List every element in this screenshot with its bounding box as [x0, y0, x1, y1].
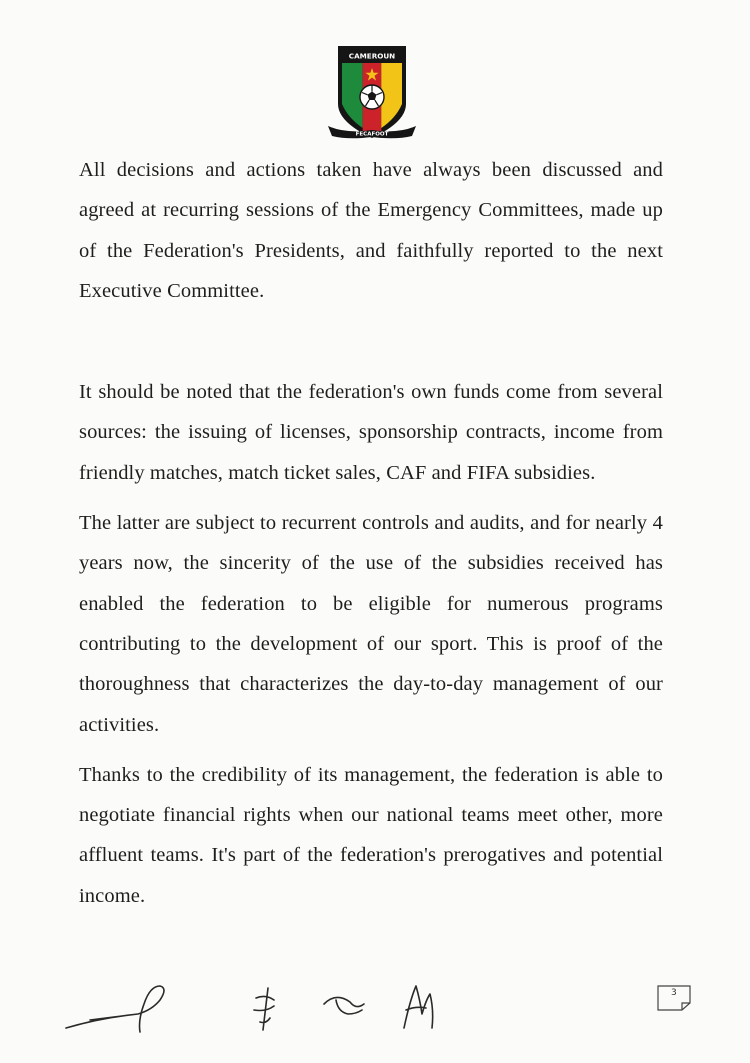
logo-ribbon-text: FECAFOOT [355, 131, 389, 138]
page-number: 3 [671, 988, 677, 998]
signature-3-icon [324, 997, 364, 1014]
signature-initials [60, 970, 480, 1040]
fecafoot-logo [326, 42, 418, 142]
paragraph-2: It should be noted that the federation's own funds come from several sources: the issuing of licenses, sponsorship contracts, income from friendly matches, match ticket sales, CAF and FIFA subsidies. [79, 381, 663, 484]
letter-body [79, 150, 663, 916]
signature-1-icon [66, 986, 164, 1032]
paragraph-3: The latter are subject to recurrent controls and audits, and for nearly 4 years now, the sincerity of the use of the subsidies received has enabled the federation to be eligible for numerous programs contributing to the development of our sport. This is proof of the thoroughness that characterizes the day-to-day management of our activities. [79, 512, 663, 736]
paragraph-1: All decisions and actions taken have always been discussed and agreed at recurring sessions of the Emergency Committees, made up of the Federation's Presidents, and faithfully reported to the next Executive Committee. [79, 159, 663, 302]
page-number-box [657, 985, 691, 1011]
fecafoot-crest-icon [326, 42, 418, 142]
paragraph-4: Thanks to the credibility of its management, the federation is able to negotiate financial rights when our national teams meet other, more affluent teams. It's part of the federation's prerogatives and potential income. [79, 763, 663, 907]
signature-4-icon [404, 986, 433, 1028]
logo-top-text: CAMEROUN [348, 51, 396, 61]
signature-2-icon [254, 988, 274, 1030]
